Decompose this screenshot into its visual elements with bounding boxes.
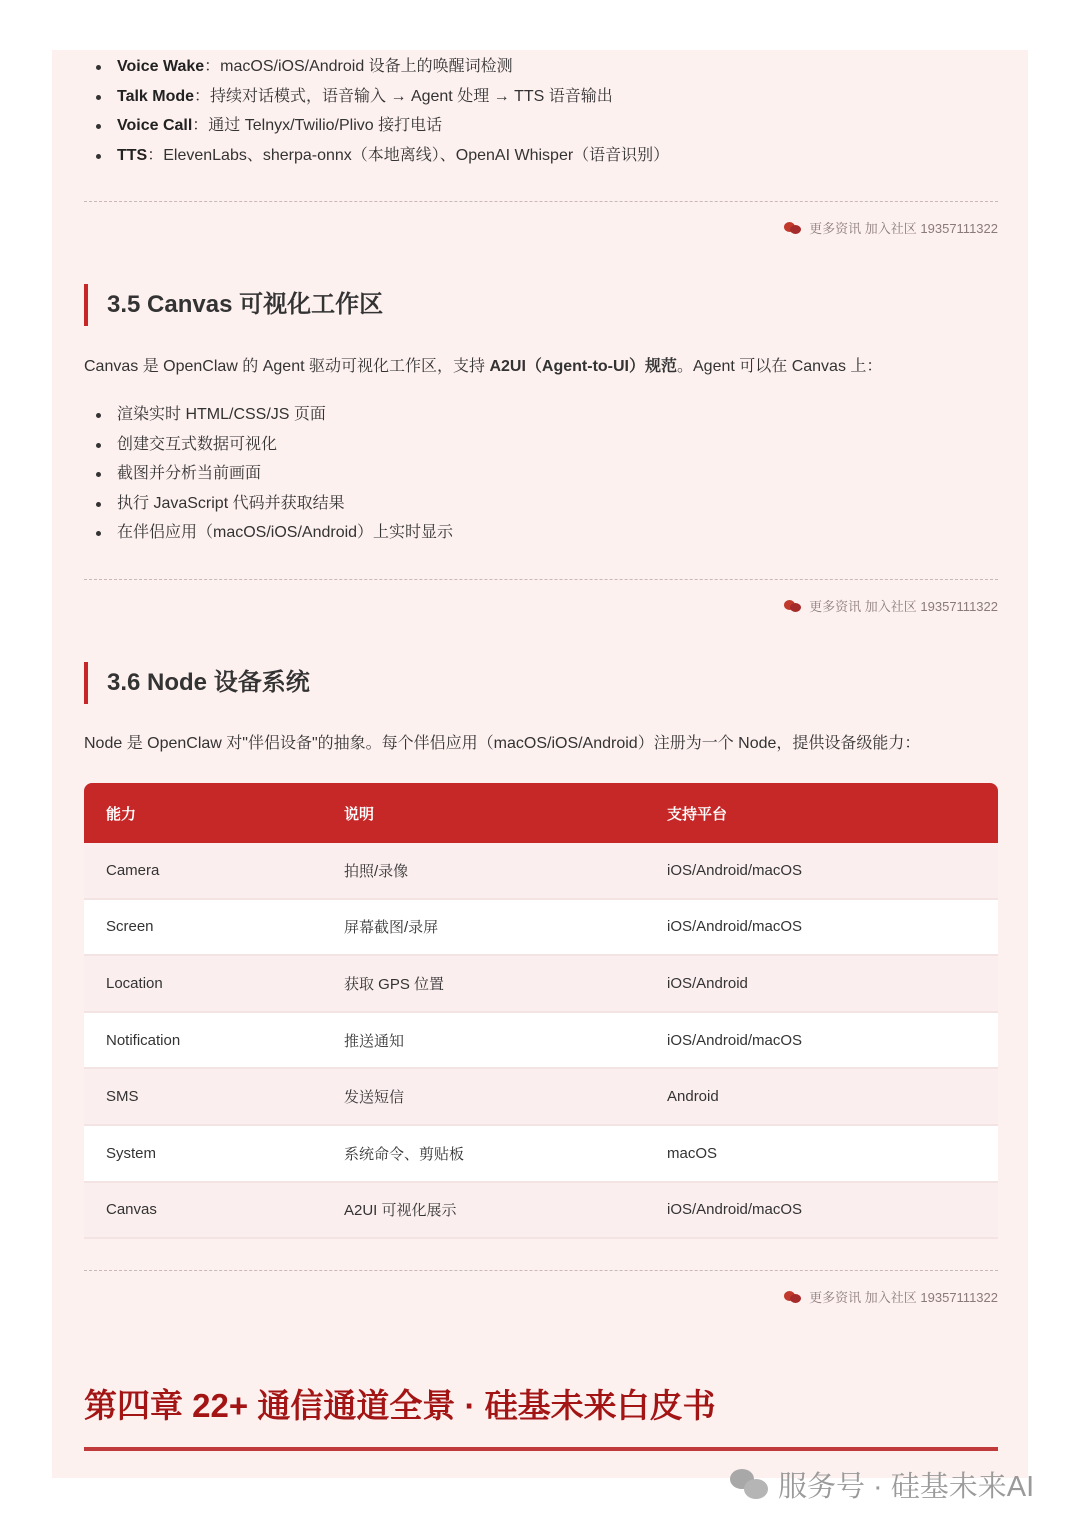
- canvas-capability-list: [96, 400, 453, 548]
- table-header: [84, 783, 998, 843]
- section-intro-3-6: Node 是 OpenClaw 对"伴侣设备"的抽象。每个伴侣应用（macOS/iOS/Android）注册为一个 Node，提供设备级能力：: [84, 735, 921, 752]
- list-item: TTS：ElevenLabs、sherpa-onnx（本地离线）、OpenAI Whisper（语音识别）: [96, 141, 669, 171]
- list-item: Talk Mode：持续对话模式，语音输入 → Agent 处理 → TTS 语音输出: [96, 82, 669, 112]
- community-promo: 更多资讯 加入社区 19357111322: [784, 218, 998, 237]
- cell: iOS/Android/macOS: [667, 1031, 803, 1049]
- list-item: 在伴侣应用（macOS/iOS/Android）上实时显示: [96, 518, 453, 548]
- table-row: [84, 1013, 998, 1070]
- cell: macOS: [667, 1144, 718, 1162]
- cell: System: [106, 1144, 157, 1162]
- divider: [84, 201, 998, 202]
- community-promo: 更多资讯 加入社区 19357111322: [784, 1287, 998, 1306]
- cell: iOS/Android/macOS: [667, 1201, 803, 1219]
- list-item: 创建交互式数据可视化: [96, 430, 453, 460]
- node-capability-table: [84, 783, 998, 1239]
- cell: Canvas: [106, 1201, 157, 1219]
- section-title-3-5: 3.5 Canvas 可视化工作区: [84, 284, 383, 326]
- list-item: Voice Wake：macOS/iOS/Android 设备上的唤醒词检测: [96, 52, 669, 82]
- cell: 获取 GPS 位置: [344, 975, 445, 993]
- chapter-underline: [84, 1447, 998, 1451]
- wechat-icon: [784, 222, 801, 234]
- table-row: [84, 1069, 998, 1126]
- table-row: [84, 1183, 998, 1240]
- list-item: 截图并分析当前画面: [96, 459, 453, 489]
- header-cell: 说明: [344, 805, 375, 823]
- community-promo: 更多资讯 加入社区 19357111322: [784, 596, 998, 615]
- section-intro-3-5: Canvas 是 OpenClaw 的 Agent 驱动可视化工作区，支持 A2UI（Agent-to-UI）规范。Agent 可以在 Canvas 上：: [84, 358, 883, 375]
- wechat-icon: [784, 600, 801, 612]
- page-panel: [52, 50, 1028, 1478]
- chapter-title: 第四章 22+ 通信通道全景 · 硅基未来白皮书: [84, 1387, 716, 1424]
- cell: Camera: [106, 861, 160, 879]
- cell: Screen: [106, 918, 154, 936]
- cell: A2UI 可视化展示: [344, 1202, 457, 1220]
- table-row: [84, 843, 998, 900]
- section-title-3-6: 3.6 Node 设备系统: [84, 662, 310, 704]
- divider: [84, 579, 998, 580]
- header-cell: 支持平台: [667, 805, 728, 823]
- table-row: [84, 900, 998, 957]
- cell: Notification: [106, 1031, 181, 1049]
- cell: SMS: [106, 1088, 139, 1106]
- cell: iOS/Android: [667, 974, 748, 992]
- list-item: 执行 JavaScript 代码并获取结果: [96, 489, 453, 519]
- wechat-icon: [784, 1291, 801, 1303]
- cell: iOS/Android/macOS: [667, 861, 803, 879]
- list-item: Voice Call：通过 Telnyx/Twilio/Plivo 接打电话: [96, 111, 669, 141]
- table-row: [84, 956, 998, 1013]
- table-row: [84, 1126, 998, 1183]
- cell: 推送通知: [344, 1032, 405, 1050]
- cell: Location: [106, 974, 163, 992]
- cell: Android: [667, 1088, 719, 1106]
- watermark: 服务号 · 硅基未来AI: [730, 1464, 1034, 1505]
- divider: [84, 1270, 998, 1271]
- cell: 系统命令、剪贴板: [344, 1145, 465, 1163]
- wechat-icon: [730, 1469, 770, 1501]
- list-item: 渲染实时 HTML/CSS/JS 页面: [96, 400, 453, 430]
- voice-feature-list: [96, 52, 669, 170]
- header-cell: 能力: [106, 805, 137, 823]
- cell: 拍照/录像: [344, 862, 409, 880]
- cell: 屏幕截图/录屏: [344, 919, 439, 937]
- cell: iOS/Android/macOS: [667, 918, 803, 936]
- cell: 发送短信: [344, 1089, 405, 1107]
